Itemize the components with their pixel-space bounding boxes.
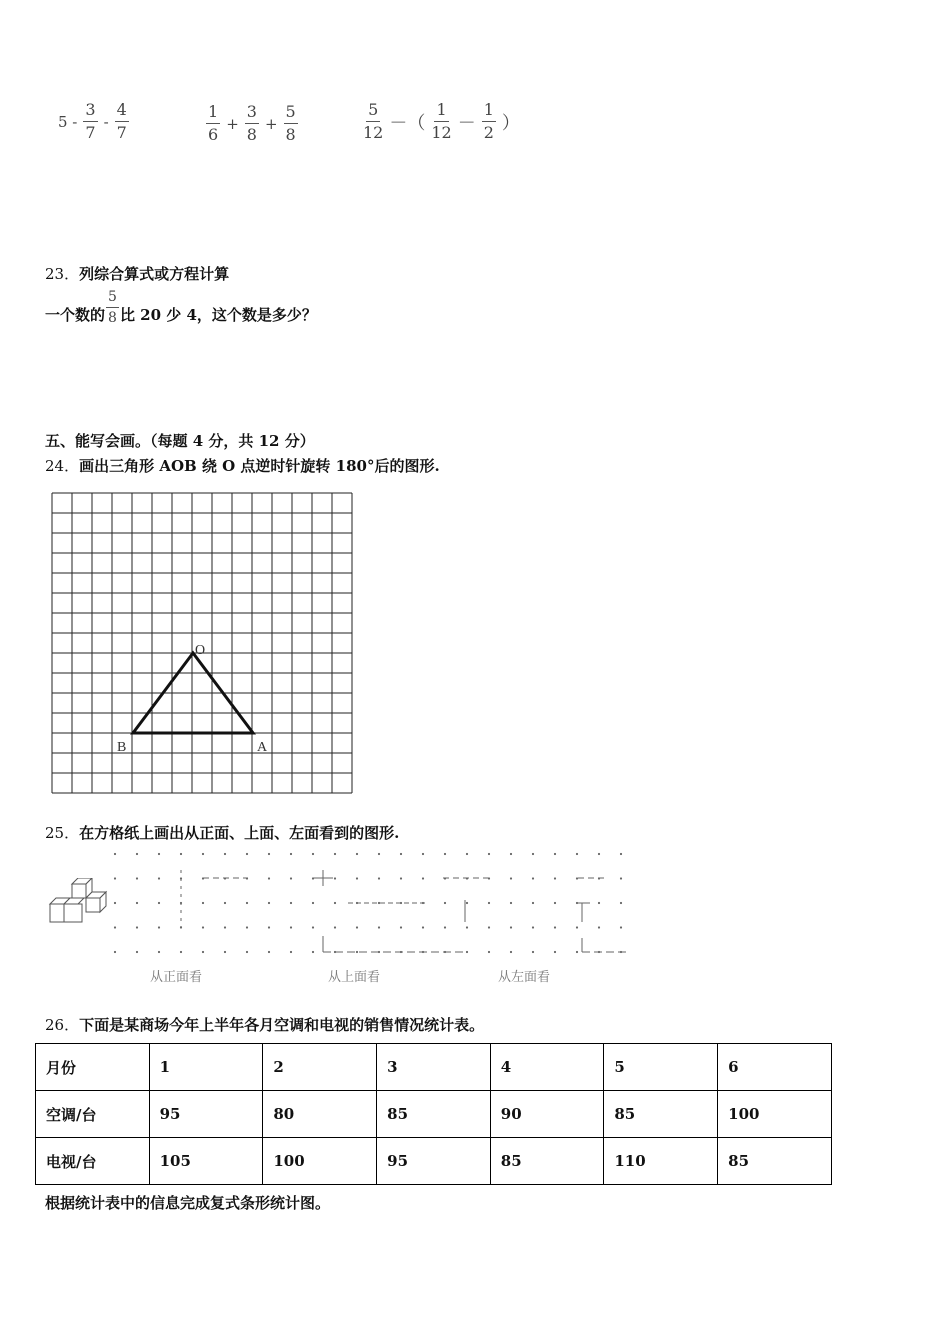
fraction: $\frac{1}{12}$	[431, 100, 452, 142]
q24-heading	[45, 455, 440, 476]
grid-dot	[620, 926, 622, 928]
grid-dot	[532, 951, 534, 953]
grid-dot	[202, 853, 204, 855]
table-cell: 85	[490, 1138, 604, 1185]
grid-dot	[444, 853, 446, 855]
grid-dot	[224, 926, 226, 928]
grid-dot	[356, 951, 358, 953]
grid-dot	[422, 926, 424, 928]
grid-dot	[532, 877, 534, 879]
table-cell: 90	[490, 1091, 604, 1138]
grid-dot	[158, 877, 160, 879]
operator: +	[226, 114, 239, 133]
q23-title: 列综合算式或方程计算	[79, 265, 230, 283]
grid-dot	[268, 926, 270, 928]
expr1-lead: 5 -	[58, 112, 78, 131]
q25-number: 25．	[45, 824, 80, 842]
table-cell: 95	[377, 1138, 491, 1185]
table-cell: 电视/台	[36, 1138, 150, 1185]
grid-dot	[378, 877, 380, 879]
grid-dot	[532, 902, 534, 904]
table-cell: 80	[263, 1091, 377, 1138]
grid-dot	[466, 902, 468, 904]
grid-dot	[554, 877, 556, 879]
grid-dot	[576, 951, 578, 953]
grid-dot	[202, 951, 204, 953]
grid-dot	[290, 877, 292, 879]
q24-text: 画出三角形 AOB 绕 O 点逆时针旋转 180°后的图形.	[79, 457, 440, 475]
table-cell: 100	[718, 1091, 832, 1138]
table-cell: 100	[263, 1138, 377, 1185]
grid-dot	[114, 951, 116, 953]
grid-dot	[378, 853, 380, 855]
grid-dot	[136, 951, 138, 953]
grid-dot	[312, 951, 314, 953]
grid-dot	[268, 877, 270, 879]
grid-dot	[510, 853, 512, 855]
grid-dot	[444, 902, 446, 904]
grid-dot	[180, 951, 182, 953]
grid-dot	[576, 902, 578, 904]
table-cell: 2	[263, 1044, 377, 1091]
grid-dot	[268, 902, 270, 904]
fraction: $\frac{5}{12}$	[363, 100, 384, 142]
grid-dot	[180, 853, 182, 855]
table-cell: 85	[377, 1091, 491, 1138]
calc-expression-3	[360, 102, 523, 141]
view-label-front: 从正面看	[150, 970, 203, 985]
grid-dot	[466, 926, 468, 928]
section-5-title: 五、能写会画。（每题 4 分，共 12 分）	[45, 432, 315, 450]
table-cell: 空调/台	[36, 1091, 150, 1138]
grid-dot	[158, 902, 160, 904]
q23-number: 23．	[45, 265, 80, 283]
q26-heading	[45, 1014, 484, 1035]
table-row	[36, 1138, 832, 1185]
grid-dot	[246, 951, 248, 953]
grid-dot	[576, 853, 578, 855]
grid-dot	[510, 877, 512, 879]
grid-dot	[422, 853, 424, 855]
grid-dot	[158, 853, 160, 855]
cube-stack-figure	[48, 878, 108, 926]
grid-dot	[488, 853, 490, 855]
grid-dot	[114, 926, 116, 928]
q26-text: 下面是某商场今年上半年各月空调和电视的销售情况统计表。	[79, 1016, 485, 1034]
operator: ）	[501, 112, 520, 134]
label-o: O	[195, 643, 206, 658]
grid-dot	[158, 926, 160, 928]
grid-dot	[312, 853, 314, 855]
grid-dot	[290, 853, 292, 855]
q24-grid-figure	[45, 488, 365, 804]
grid-dot	[246, 853, 248, 855]
grid-dot	[598, 902, 600, 904]
table-cell: 1	[149, 1044, 263, 1091]
label-b: B	[117, 740, 127, 755]
view-label-left: 从左面看	[498, 970, 551, 985]
q23-heading	[45, 263, 229, 284]
grid-dot	[202, 902, 204, 904]
operator: -	[103, 112, 109, 131]
table-cell: 3	[377, 1044, 491, 1091]
grid-dot	[114, 853, 116, 855]
table-cell: 6	[718, 1044, 832, 1091]
grid-dot	[620, 853, 622, 855]
grid-dot	[488, 926, 490, 928]
grid-dot	[224, 853, 226, 855]
grid-dot	[114, 877, 116, 879]
label-a: A	[257, 740, 268, 755]
grid-dot	[246, 902, 248, 904]
grid-dot	[136, 926, 138, 928]
grid-dot	[510, 902, 512, 904]
fraction: $\frac{3}{8}$	[246, 102, 257, 144]
grid-dot	[400, 853, 402, 855]
table-cell: 5	[604, 1044, 718, 1091]
grid-dot	[576, 926, 578, 928]
grid-dot	[202, 926, 204, 928]
grid-dot	[246, 926, 248, 928]
grid-dot	[422, 877, 424, 879]
grid-dot	[554, 902, 556, 904]
grid-dot	[158, 951, 160, 953]
grid-dot	[356, 926, 358, 928]
grid-dot	[290, 926, 292, 928]
operator: －	[457, 112, 476, 134]
grid-dot	[136, 877, 138, 879]
grid-dot	[290, 951, 292, 953]
grid-dot	[136, 853, 138, 855]
calc-expression-1	[55, 102, 132, 141]
grid-dot	[378, 902, 380, 904]
grid-dot	[466, 853, 468, 855]
grid-dot	[114, 902, 116, 904]
grid-dot	[290, 902, 292, 904]
grid-dot	[488, 951, 490, 953]
grid-dot	[554, 926, 556, 928]
grid-dot	[554, 951, 556, 953]
grid-dot	[334, 853, 336, 855]
q26-footer: 根据统计表中的信息完成复式条形统计图。	[45, 1194, 331, 1212]
grid-dot	[400, 926, 402, 928]
grid-dot	[532, 926, 534, 928]
grid-dot	[488, 902, 490, 904]
grid-dot	[532, 853, 534, 855]
grid-dot	[312, 902, 314, 904]
table-cell: 95	[149, 1091, 263, 1138]
grid-dot	[576, 877, 578, 879]
grid-dot	[268, 853, 270, 855]
grid-dot	[378, 926, 380, 928]
grid-dot	[224, 902, 226, 904]
grid-dot	[268, 951, 270, 953]
grid-dot	[334, 877, 336, 879]
sales-table	[35, 1043, 832, 1185]
calc-expression-2	[203, 104, 301, 143]
grid-dot	[356, 877, 358, 879]
fraction: $\frac{5}{8}$	[285, 102, 296, 144]
fraction: $\frac{1}{2}$	[483, 100, 494, 142]
grid-dot	[334, 902, 336, 904]
grid-dot	[620, 902, 622, 904]
grid-dot	[136, 902, 138, 904]
table-header-row	[36, 1044, 832, 1091]
grid-dot	[598, 853, 600, 855]
grid-dot	[598, 926, 600, 928]
grid-dot	[334, 926, 336, 928]
q23-fraction: $\frac{5}{8}$	[108, 289, 117, 326]
grid-dot	[400, 877, 402, 879]
grid-dot	[356, 853, 358, 855]
table-cell: 85	[718, 1138, 832, 1185]
grid-dot	[554, 853, 556, 855]
q25-heading	[45, 822, 399, 843]
q23-text-after: 比 20 少 4，这个数是多少？	[119, 306, 317, 324]
grid-dot	[224, 951, 226, 953]
table-row	[36, 1091, 832, 1138]
fraction: $\frac{1}{6}$	[208, 102, 219, 144]
q25-text: 在方格纸上画出从正面、上面、左面看到的图形.	[79, 824, 400, 842]
dot-grid-paper	[108, 848, 638, 960]
grid-dot	[312, 926, 314, 928]
table-cell: 4	[490, 1044, 604, 1091]
q23-text-before: 一个数的	[45, 306, 106, 324]
table-cell: 105	[149, 1138, 263, 1185]
table-cell: 110	[604, 1138, 718, 1185]
grid-dot	[510, 926, 512, 928]
grid-dot	[444, 926, 446, 928]
grid-dot	[620, 877, 622, 879]
fraction: $\frac{3}{7}$	[85, 100, 96, 142]
q26-number: 26．	[45, 1016, 80, 1034]
operator: +	[264, 114, 278, 133]
operator: －（	[389, 112, 426, 134]
table-cell: 月份	[36, 1044, 150, 1091]
fraction: $\frac{4}{7}$	[116, 100, 127, 142]
view-label-top: 从上面看	[328, 970, 381, 985]
q24-number: 24．	[45, 457, 80, 475]
grid-dot	[510, 951, 512, 953]
q23-question	[45, 290, 317, 325]
table-cell: 85	[604, 1091, 718, 1138]
